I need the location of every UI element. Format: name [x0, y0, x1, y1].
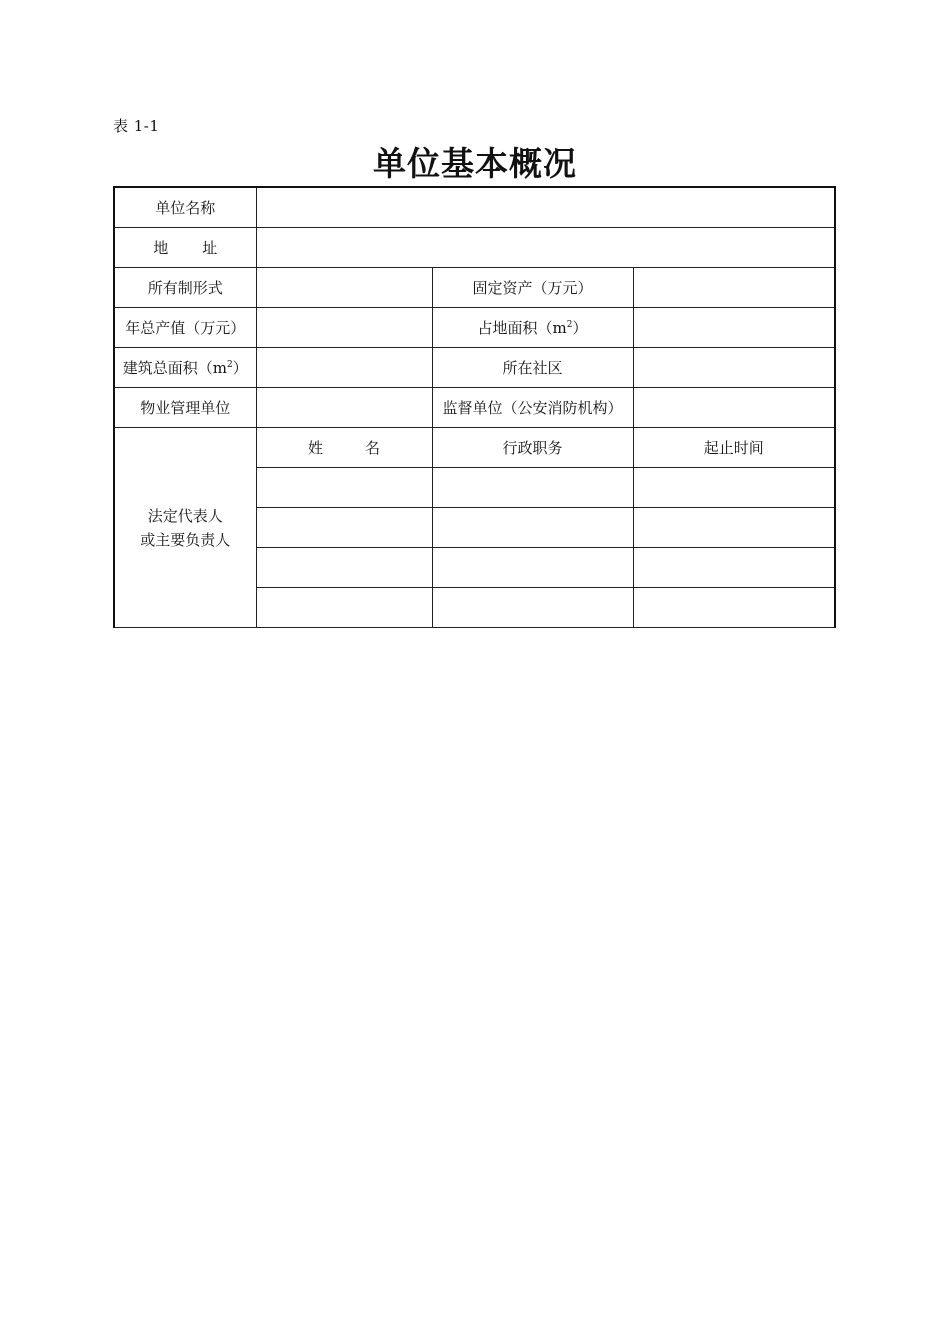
land-area-sup: 2 [566, 319, 573, 330]
row-building-area [114, 348, 835, 388]
building-area-sup: 2 [226, 359, 233, 370]
unit-name-field[interactable] [256, 187, 835, 228]
col-header-position: 行政职务 [432, 428, 633, 468]
building-area-field[interactable] [256, 348, 432, 388]
property-mgmt-label: 物业管理单位 [114, 388, 256, 428]
row-annual-output [114, 308, 835, 348]
supervisor-field[interactable] [633, 388, 835, 428]
page-title: 单位基本概况 [373, 144, 577, 183]
rep-position-cell[interactable] [432, 588, 633, 628]
annual-output-field[interactable] [256, 308, 432, 348]
row-representative-header [114, 428, 835, 468]
col-header-name-a: 姓 [307, 438, 323, 457]
representative-label-line2: 或主要负责人 [140, 530, 231, 549]
supervisor-label: 监督单位（公安消防机构） [432, 388, 633, 428]
address-label-a: 地 [153, 238, 169, 257]
rep-name-cell[interactable] [256, 468, 432, 508]
ownership-field[interactable] [256, 268, 432, 308]
rep-position-cell[interactable] [432, 548, 633, 588]
rep-period-cell[interactable] [633, 548, 835, 588]
land-area-text: 占地面积（m [477, 318, 567, 337]
unit-overview-table [113, 186, 836, 628]
land-area-close: ） [572, 318, 588, 337]
row-address [114, 228, 835, 268]
fixed-assets-label: 固定资产（万元） [432, 268, 633, 308]
rep-position-cell[interactable] [432, 468, 633, 508]
row-ownership [114, 268, 835, 308]
representative-label [114, 428, 256, 628]
community-field[interactable] [633, 348, 835, 388]
property-mgmt-field[interactable] [256, 388, 432, 428]
representative-label-line1: 法定代表人 [147, 506, 223, 525]
row-unit-name [114, 187, 835, 228]
rep-position-cell[interactable] [432, 508, 633, 548]
land-area-label [432, 308, 633, 348]
rep-name-cell[interactable] [256, 508, 432, 548]
community-label: 所在社区 [432, 348, 633, 388]
row-property-mgmt [114, 388, 835, 428]
building-area-label [114, 348, 256, 388]
col-header-name [256, 428, 432, 468]
land-area-field[interactable] [633, 308, 835, 348]
fixed-assets-field[interactable] [633, 268, 835, 308]
rep-period-cell[interactable] [633, 508, 835, 548]
rep-name-cell[interactable] [256, 548, 432, 588]
ownership-label: 所有制形式 [114, 268, 256, 308]
table-number: 表 1-1 [113, 117, 160, 135]
building-area-close: ） [232, 358, 248, 377]
col-header-period: 起止时间 [633, 428, 835, 468]
annual-output-label: 年总产值（万元） [114, 308, 256, 348]
unit-name-label: 单位名称 [114, 187, 256, 228]
building-area-text: 建筑总面积（m [122, 358, 227, 377]
address-label [114, 228, 256, 268]
rep-name-cell[interactable] [256, 588, 432, 628]
address-label-b: 址 [202, 238, 218, 257]
rep-period-cell[interactable] [633, 588, 835, 628]
address-field[interactable] [256, 228, 835, 268]
rep-period-cell[interactable] [633, 468, 835, 508]
col-header-name-b: 名 [365, 438, 381, 457]
